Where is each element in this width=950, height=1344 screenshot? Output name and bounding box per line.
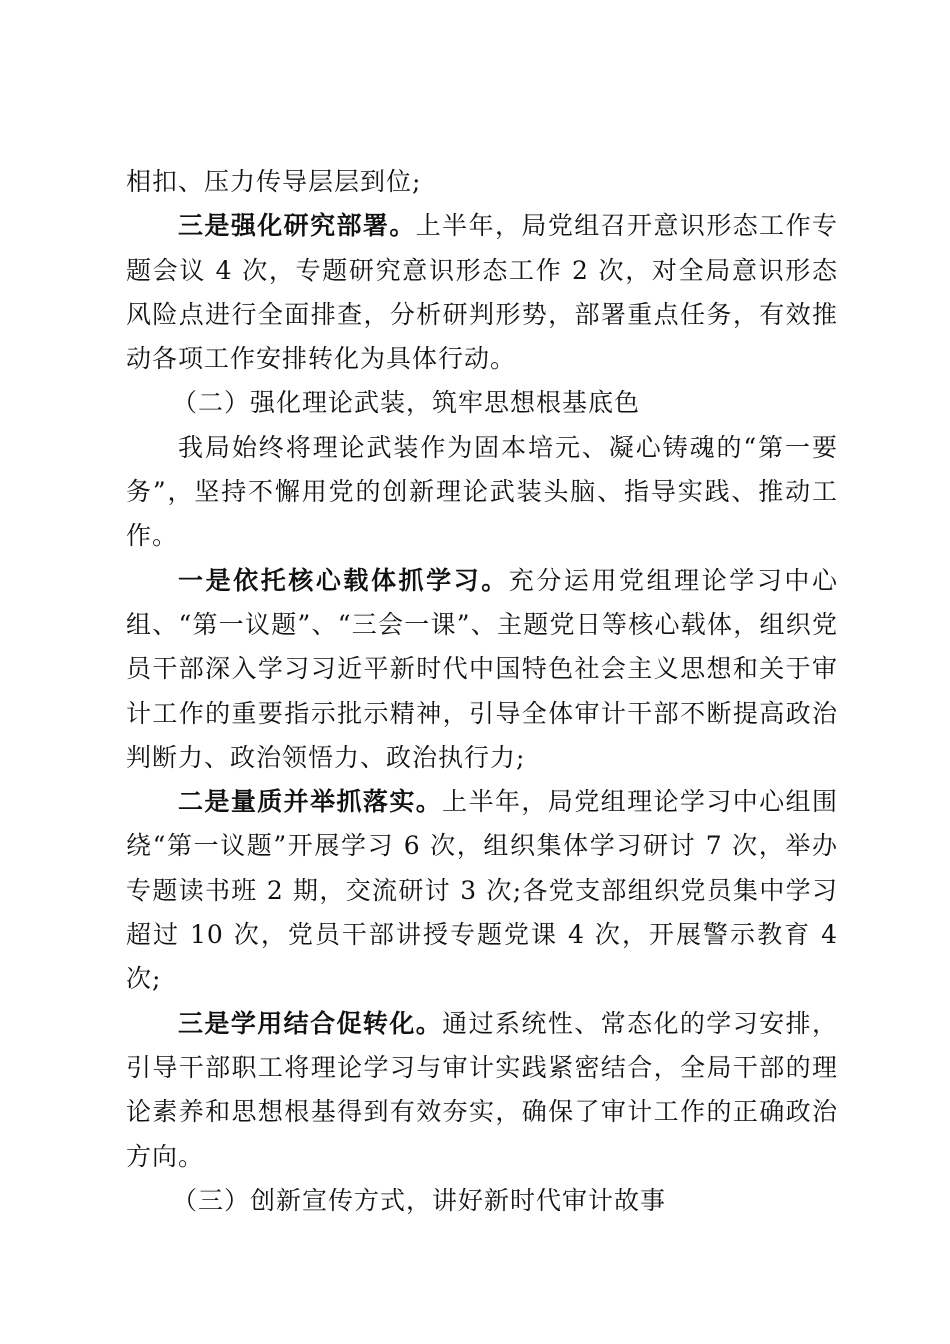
paragraph-lead: 三是强化研究部署。 [178,211,416,241]
section-heading-text: （三）创新宣传方式，讲好新时代审计故事 [172,1185,667,1215]
paragraph-quality-quantity [126,780,838,1001]
section-heading-2 [126,381,838,425]
paragraph-learn-apply [126,1002,838,1179]
section-heading-text: （二）强化理论武装，筑牢思想根基底色 [172,388,641,418]
section-heading-3 [126,1179,838,1223]
paragraph-theory-intro [126,426,838,559]
paragraph-continuation [126,160,838,204]
paragraph-lead: 二是量质并举抓落实。 [178,787,443,817]
paragraph-text: 通过系统性、常态化的学习安排，引导干部职工将理论学习与审计实践紧密结合，全局干部的理论素养和思想根基得到有效夯实，确保了审计工作的正确政治方向。 [126,1008,838,1171]
paragraph-text: 我局始终将理论武装作为固本培元、凝心铸魂的“第一要务”，坚持不懈用党的创新理论武装头脑、指导实践、推动工作。 [126,432,838,551]
paragraph-lead: 三是学用结合促转化。 [178,1008,443,1038]
paragraph-text: 充分运用党组理论学习中心组、“第一议题”、“三会一课”、主题党日等核心载体，组织党员干部深入学习习近平新时代中国特色社会主义思想和关于审计工作的重要指示批示精神，引导全体审计干部不断提高政治判断力、政治领悟力、政治执行力; [126,565,838,772]
paragraph-text: 上半年，局党组理论学习中心组围绕“第一议题”开展学习 6 次，组织集体学习研讨 7 次，举办专题读书班 2 期，交流研讨 3 次;各党支部组织党员集中学习超过 10 次，党员干部讲授专题党课 4 次，开展警示教育 4 次; [126,787,838,994]
paragraph-text: 上半年，局党组召开意识形态工作专题会议 4 次，专题研究意识形态工作 2 次，对全局意识形态风险点进行全面排查，分析研判形势，部署重点任务，有效推动各项工作安排转化为具体行动。 [126,211,838,374]
paragraph-lead: 一是依托核心载体抓学习。 [178,565,509,595]
paragraph-core-carrier [126,559,838,780]
paragraph-research-deployment [126,204,838,381]
paragraph-text: 相扣、压力传导层层到位; [126,167,422,196]
document-body [126,160,838,1223]
